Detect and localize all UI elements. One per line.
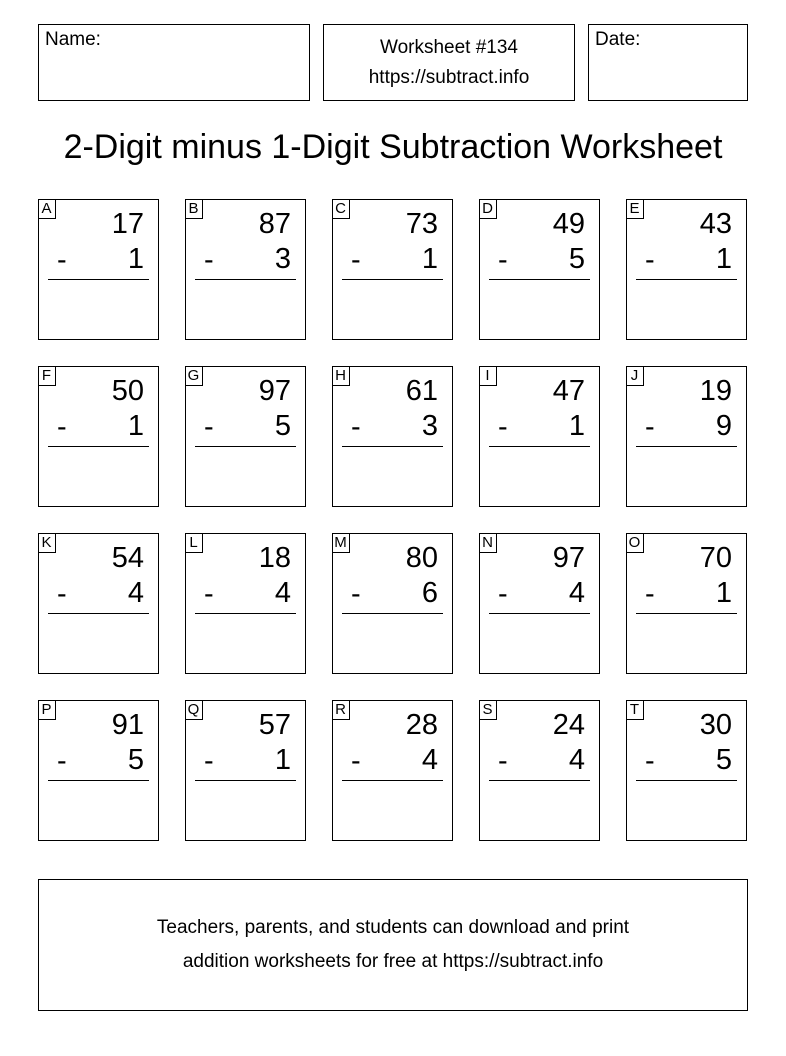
problem-minuend: 47 bbox=[552, 375, 585, 407]
answer-line bbox=[636, 279, 737, 280]
worksheet-info-box bbox=[323, 24, 575, 101]
answer-line bbox=[48, 446, 149, 447]
problem-box bbox=[185, 700, 306, 841]
problem-subtrahend: 1 bbox=[421, 243, 438, 275]
minus-sign: - bbox=[204, 578, 214, 610]
problem-box bbox=[185, 533, 306, 674]
answer-line bbox=[195, 446, 296, 447]
problem-minuend: 91 bbox=[111, 709, 144, 741]
minus-sign: - bbox=[351, 411, 361, 443]
problem-minuend: 57 bbox=[258, 709, 291, 741]
date-label: Date: bbox=[595, 29, 641, 50]
problem-box bbox=[479, 700, 600, 841]
problem-box bbox=[332, 199, 453, 340]
problem-minuend: 97 bbox=[258, 375, 291, 407]
minus-sign: - bbox=[645, 411, 655, 443]
answer-line bbox=[489, 279, 590, 280]
problem-letter: E bbox=[626, 199, 644, 219]
problem-subtrahend: 4 bbox=[127, 577, 144, 609]
worksheet-number: Worksheet #134 bbox=[379, 37, 518, 58]
problem-subtrahend: 1 bbox=[715, 243, 732, 275]
answer-line bbox=[195, 613, 296, 614]
minus-sign: - bbox=[645, 244, 655, 276]
problem-subtrahend: 4 bbox=[274, 577, 291, 609]
problem-subtrahend: 5 bbox=[715, 744, 732, 776]
minus-sign: - bbox=[204, 244, 214, 276]
answer-line bbox=[342, 279, 443, 280]
problem-letter: J bbox=[626, 366, 644, 386]
problem-box bbox=[38, 366, 159, 507]
problem-minuend: 28 bbox=[405, 709, 438, 741]
problem-minuend: 24 bbox=[552, 709, 585, 741]
answer-line bbox=[636, 446, 737, 447]
problem-subtrahend: 4 bbox=[568, 744, 585, 776]
problem-box bbox=[479, 199, 600, 340]
problem-minuend: 54 bbox=[111, 542, 144, 574]
problem-letter: G bbox=[185, 366, 203, 386]
problem-minuend: 43 bbox=[699, 208, 732, 240]
problem-letter: P bbox=[38, 700, 56, 720]
problem-box bbox=[479, 533, 600, 674]
problem-subtrahend: 1 bbox=[127, 410, 144, 442]
problem-box bbox=[626, 533, 747, 674]
problem-minuend: 18 bbox=[258, 542, 291, 574]
problem-minuend: 80 bbox=[405, 542, 438, 574]
problem-box bbox=[38, 199, 159, 340]
minus-sign: - bbox=[351, 578, 361, 610]
footer-box bbox=[38, 879, 748, 1011]
problem-subtrahend: 1 bbox=[715, 577, 732, 609]
problem-subtrahend: 3 bbox=[274, 243, 291, 275]
problem-box bbox=[185, 199, 306, 340]
answer-line bbox=[489, 613, 590, 614]
problem-box bbox=[479, 366, 600, 507]
problem-subtrahend: 3 bbox=[421, 410, 438, 442]
problem-letter: Q bbox=[185, 700, 203, 720]
problem-minuend: 17 bbox=[111, 208, 144, 240]
answer-line bbox=[489, 780, 590, 781]
problem-letter: K bbox=[38, 533, 56, 553]
problem-subtrahend: 1 bbox=[127, 243, 144, 275]
problem-subtrahend: 1 bbox=[274, 744, 291, 776]
problem-minuend: 61 bbox=[405, 375, 438, 407]
problem-letter: S bbox=[479, 700, 497, 720]
problem-subtrahend: 5 bbox=[568, 243, 585, 275]
problem-letter: C bbox=[332, 199, 350, 219]
answer-line bbox=[636, 780, 737, 781]
answer-line bbox=[48, 780, 149, 781]
minus-sign: - bbox=[204, 745, 214, 777]
answer-line bbox=[636, 613, 737, 614]
problem-letter: O bbox=[626, 533, 644, 553]
problem-minuend: 87 bbox=[258, 208, 291, 240]
problem-subtrahend: 9 bbox=[715, 410, 732, 442]
problem-letter: I bbox=[479, 366, 497, 386]
problem-letter: T bbox=[626, 700, 644, 720]
minus-sign: - bbox=[351, 244, 361, 276]
problem-minuend: 50 bbox=[111, 375, 144, 407]
problem-subtrahend: 5 bbox=[274, 410, 291, 442]
problem-minuend: 97 bbox=[552, 542, 585, 574]
problem-letter: R bbox=[332, 700, 350, 720]
problem-letter: N bbox=[479, 533, 497, 553]
answer-line bbox=[48, 279, 149, 280]
minus-sign: - bbox=[498, 411, 508, 443]
minus-sign: - bbox=[57, 745, 67, 777]
problem-subtrahend: 4 bbox=[568, 577, 585, 609]
problem-box bbox=[38, 700, 159, 841]
minus-sign: - bbox=[204, 411, 214, 443]
problem-minuend: 70 bbox=[699, 542, 732, 574]
problem-box bbox=[332, 366, 453, 507]
problem-subtrahend: 1 bbox=[568, 410, 585, 442]
problem-letter: D bbox=[479, 199, 497, 219]
problem-letter: L bbox=[185, 533, 203, 553]
problem-minuend: 73 bbox=[405, 208, 438, 240]
problem-letter: H bbox=[332, 366, 350, 386]
answer-line bbox=[342, 446, 443, 447]
date-field-box[interactable] bbox=[588, 24, 748, 101]
minus-sign: - bbox=[498, 578, 508, 610]
problem-letter: F bbox=[38, 366, 56, 386]
minus-sign: - bbox=[57, 578, 67, 610]
problem-box bbox=[626, 199, 747, 340]
answer-line bbox=[489, 446, 590, 447]
problem-box bbox=[626, 700, 747, 841]
problem-subtrahend: 4 bbox=[421, 744, 438, 776]
problem-letter: M bbox=[332, 533, 350, 553]
answer-line bbox=[195, 279, 296, 280]
problem-subtrahend: 5 bbox=[127, 744, 144, 776]
minus-sign: - bbox=[498, 244, 508, 276]
footer-line-2: addition worksheets for free at https://subtract.info bbox=[182, 951, 604, 972]
name-field-box[interactable] bbox=[38, 24, 310, 101]
worksheet-url: https://subtract.info bbox=[368, 67, 530, 88]
name-label: Name: bbox=[45, 29, 101, 50]
problem-minuend: 30 bbox=[699, 709, 732, 741]
problem-subtrahend: 6 bbox=[421, 577, 438, 609]
problem-letter: B bbox=[185, 199, 203, 219]
problem-box bbox=[332, 700, 453, 841]
answer-line bbox=[342, 613, 443, 614]
minus-sign: - bbox=[57, 411, 67, 443]
minus-sign: - bbox=[645, 578, 655, 610]
problem-minuend: 49 bbox=[552, 208, 585, 240]
page-title: 2-Digit minus 1-Digit Subtraction Worksheet bbox=[63, 128, 723, 166]
problem-box bbox=[626, 366, 747, 507]
footer-line-1: Teachers, parents, and students can download and print bbox=[156, 917, 630, 938]
problem-letter: A bbox=[38, 199, 56, 219]
answer-line bbox=[48, 613, 149, 614]
problem-box bbox=[38, 533, 159, 674]
minus-sign: - bbox=[351, 745, 361, 777]
problem-box bbox=[332, 533, 453, 674]
problem-minuend: 19 bbox=[699, 375, 732, 407]
problem-box bbox=[185, 366, 306, 507]
minus-sign: - bbox=[57, 244, 67, 276]
minus-sign: - bbox=[645, 745, 655, 777]
minus-sign: - bbox=[498, 745, 508, 777]
answer-line bbox=[195, 780, 296, 781]
answer-line bbox=[342, 780, 443, 781]
